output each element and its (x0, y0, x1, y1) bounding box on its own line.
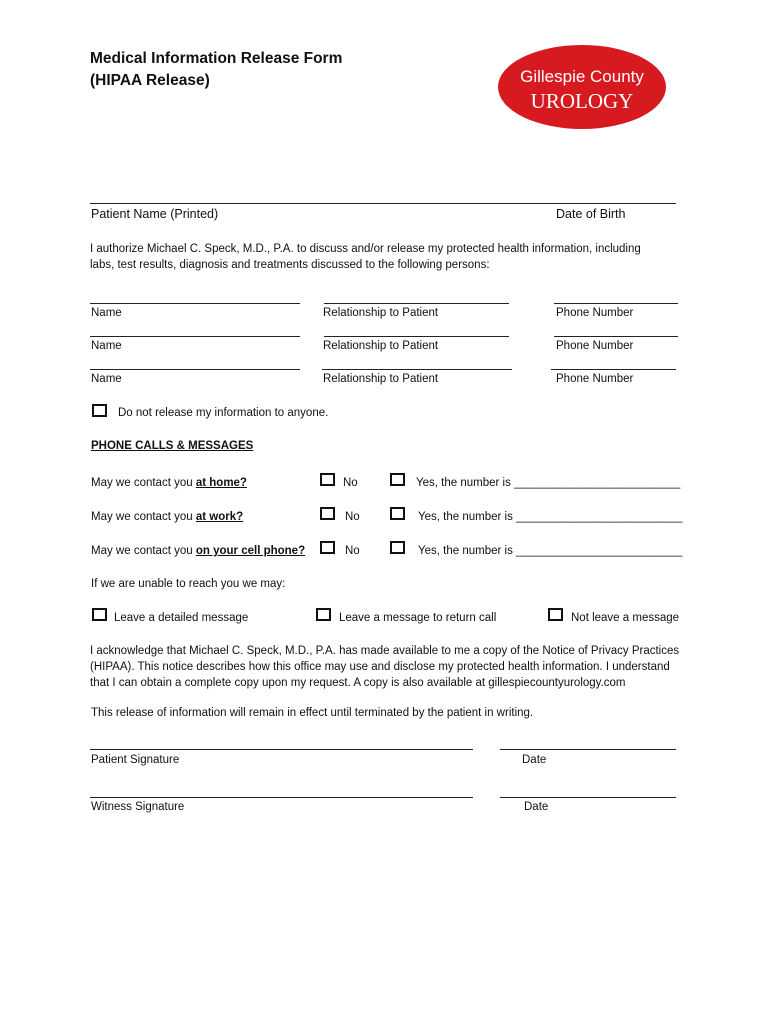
acknowledge-line2: (HIPAA). This notice describes how this office may use and disclose my protected health information. I understand (90, 661, 670, 673)
person2-phone-label: Phone Number (556, 340, 634, 352)
work-no-label: No (345, 511, 360, 523)
cell-yes-label: Yes, the number is __________________________ (418, 545, 683, 557)
contact-work-question (91, 511, 243, 523)
form-title-line1: Medical Information Release Form (90, 50, 343, 67)
person3-phone-label: Phone Number (556, 373, 634, 385)
urology-logo (497, 44, 667, 130)
leave-detailed-checkbox[interactable] (92, 608, 107, 621)
cell-no-label: No (345, 545, 360, 557)
person1-relationship-label: Relationship to Patient (323, 307, 439, 319)
contact-home-prefix: May we contact you (91, 477, 193, 489)
acknowledge-line3: that I can obtain a complete copy upon my request. A copy is also available at gillespiecountyurology.com (90, 677, 626, 689)
contact-cell-question (91, 545, 305, 557)
do-not-release-checkbox[interactable] (92, 404, 107, 417)
person2-name-label: Name (91, 340, 122, 352)
unable-to-reach-text: If we are unable to reach you we may: (91, 578, 286, 590)
patient-signature-line[interactable] (90, 749, 473, 750)
authorize-line2: labs, test results, diagnosis and treatments discussed to the following persons: (90, 259, 490, 271)
home-yes-checkbox[interactable] (390, 473, 405, 486)
witness-date-label: Date (524, 801, 549, 813)
acknowledge-line1: I acknowledge that Michael C. Speck, M.D., P.A. has made available to me a copy of the Notice of Privacy Practices (90, 645, 680, 657)
person3-relationship-line[interactable] (322, 369, 512, 370)
work-yes-checkbox[interactable] (390, 507, 405, 520)
home-no-checkbox[interactable] (320, 473, 335, 486)
person1-name-line[interactable] (90, 303, 300, 304)
person1-name-label: Name (91, 307, 122, 319)
patient-name-line[interactable] (90, 203, 676, 204)
work-no-checkbox[interactable] (320, 507, 335, 520)
contact-work-prefix: May we contact you (91, 511, 193, 523)
person2-relationship-label: Relationship to Patient (323, 340, 439, 352)
person2-phone-line[interactable] (554, 336, 678, 337)
form-title-line2: (HIPAA Release) (90, 72, 210, 89)
dob-label: Date of Birth (556, 207, 626, 221)
not-leave-message-label: Not leave a message (571, 612, 680, 624)
person3-name-line[interactable] (90, 369, 300, 370)
witness-date-line[interactable] (500, 797, 676, 798)
logo-line2: UROLOGY (530, 89, 634, 113)
contact-home-emphasis: at home? (195, 477, 247, 489)
authorize-line1: I authorize Michael C. Speck, M.D., P.A. to discuss and/or release my protected health information, including (90, 243, 641, 255)
person3-phone-line[interactable] (551, 369, 676, 370)
contact-cell-emphasis: on your cell phone? (195, 545, 306, 557)
home-yes-label: Yes, the number is __________________________ (416, 477, 681, 489)
patient-signature-label: Patient Signature (91, 754, 180, 766)
person3-name-label: Name (91, 373, 122, 385)
person1-phone-line[interactable] (554, 303, 678, 304)
person3-relationship-label: Relationship to Patient (323, 373, 439, 385)
contact-cell-prefix: May we contact you (91, 545, 193, 557)
leave-return-call-label: Leave a message to return call (339, 612, 497, 624)
person1-relationship-line[interactable] (324, 303, 509, 304)
logo-line1: Gillespie County (520, 67, 644, 86)
do-not-release-label: Do not release my information to anyone. (118, 407, 329, 419)
leave-return-call-checkbox[interactable] (316, 608, 331, 621)
acknowledge-text (90, 643, 690, 691)
home-no-label: No (343, 477, 358, 489)
authorize-text (90, 241, 690, 273)
person2-relationship-line[interactable] (324, 336, 509, 337)
contact-work-emphasis: at work? (195, 511, 244, 523)
effect-text: This release of information will remain in effect until terminated by the patient in writing. (91, 707, 534, 719)
form-title (90, 48, 342, 92)
patient-date-label: Date (522, 754, 547, 766)
phone-section-heading: PHONE CALLS & MESSAGES (91, 440, 254, 452)
leave-detailed-label: Leave a detailed message (114, 612, 249, 624)
person2-name-line[interactable] (90, 336, 300, 337)
cell-yes-checkbox[interactable] (390, 541, 405, 554)
witness-signature-line[interactable] (90, 797, 473, 798)
work-yes-label: Yes, the number is __________________________ (418, 511, 683, 523)
person1-phone-label: Phone Number (556, 307, 634, 319)
not-leave-message-checkbox[interactable] (548, 608, 563, 621)
patient-date-line[interactable] (500, 749, 676, 750)
cell-no-checkbox[interactable] (320, 541, 335, 554)
witness-signature-label: Witness Signature (91, 801, 185, 813)
contact-home-question (91, 477, 247, 489)
patient-name-label: Patient Name (Printed) (91, 207, 219, 221)
